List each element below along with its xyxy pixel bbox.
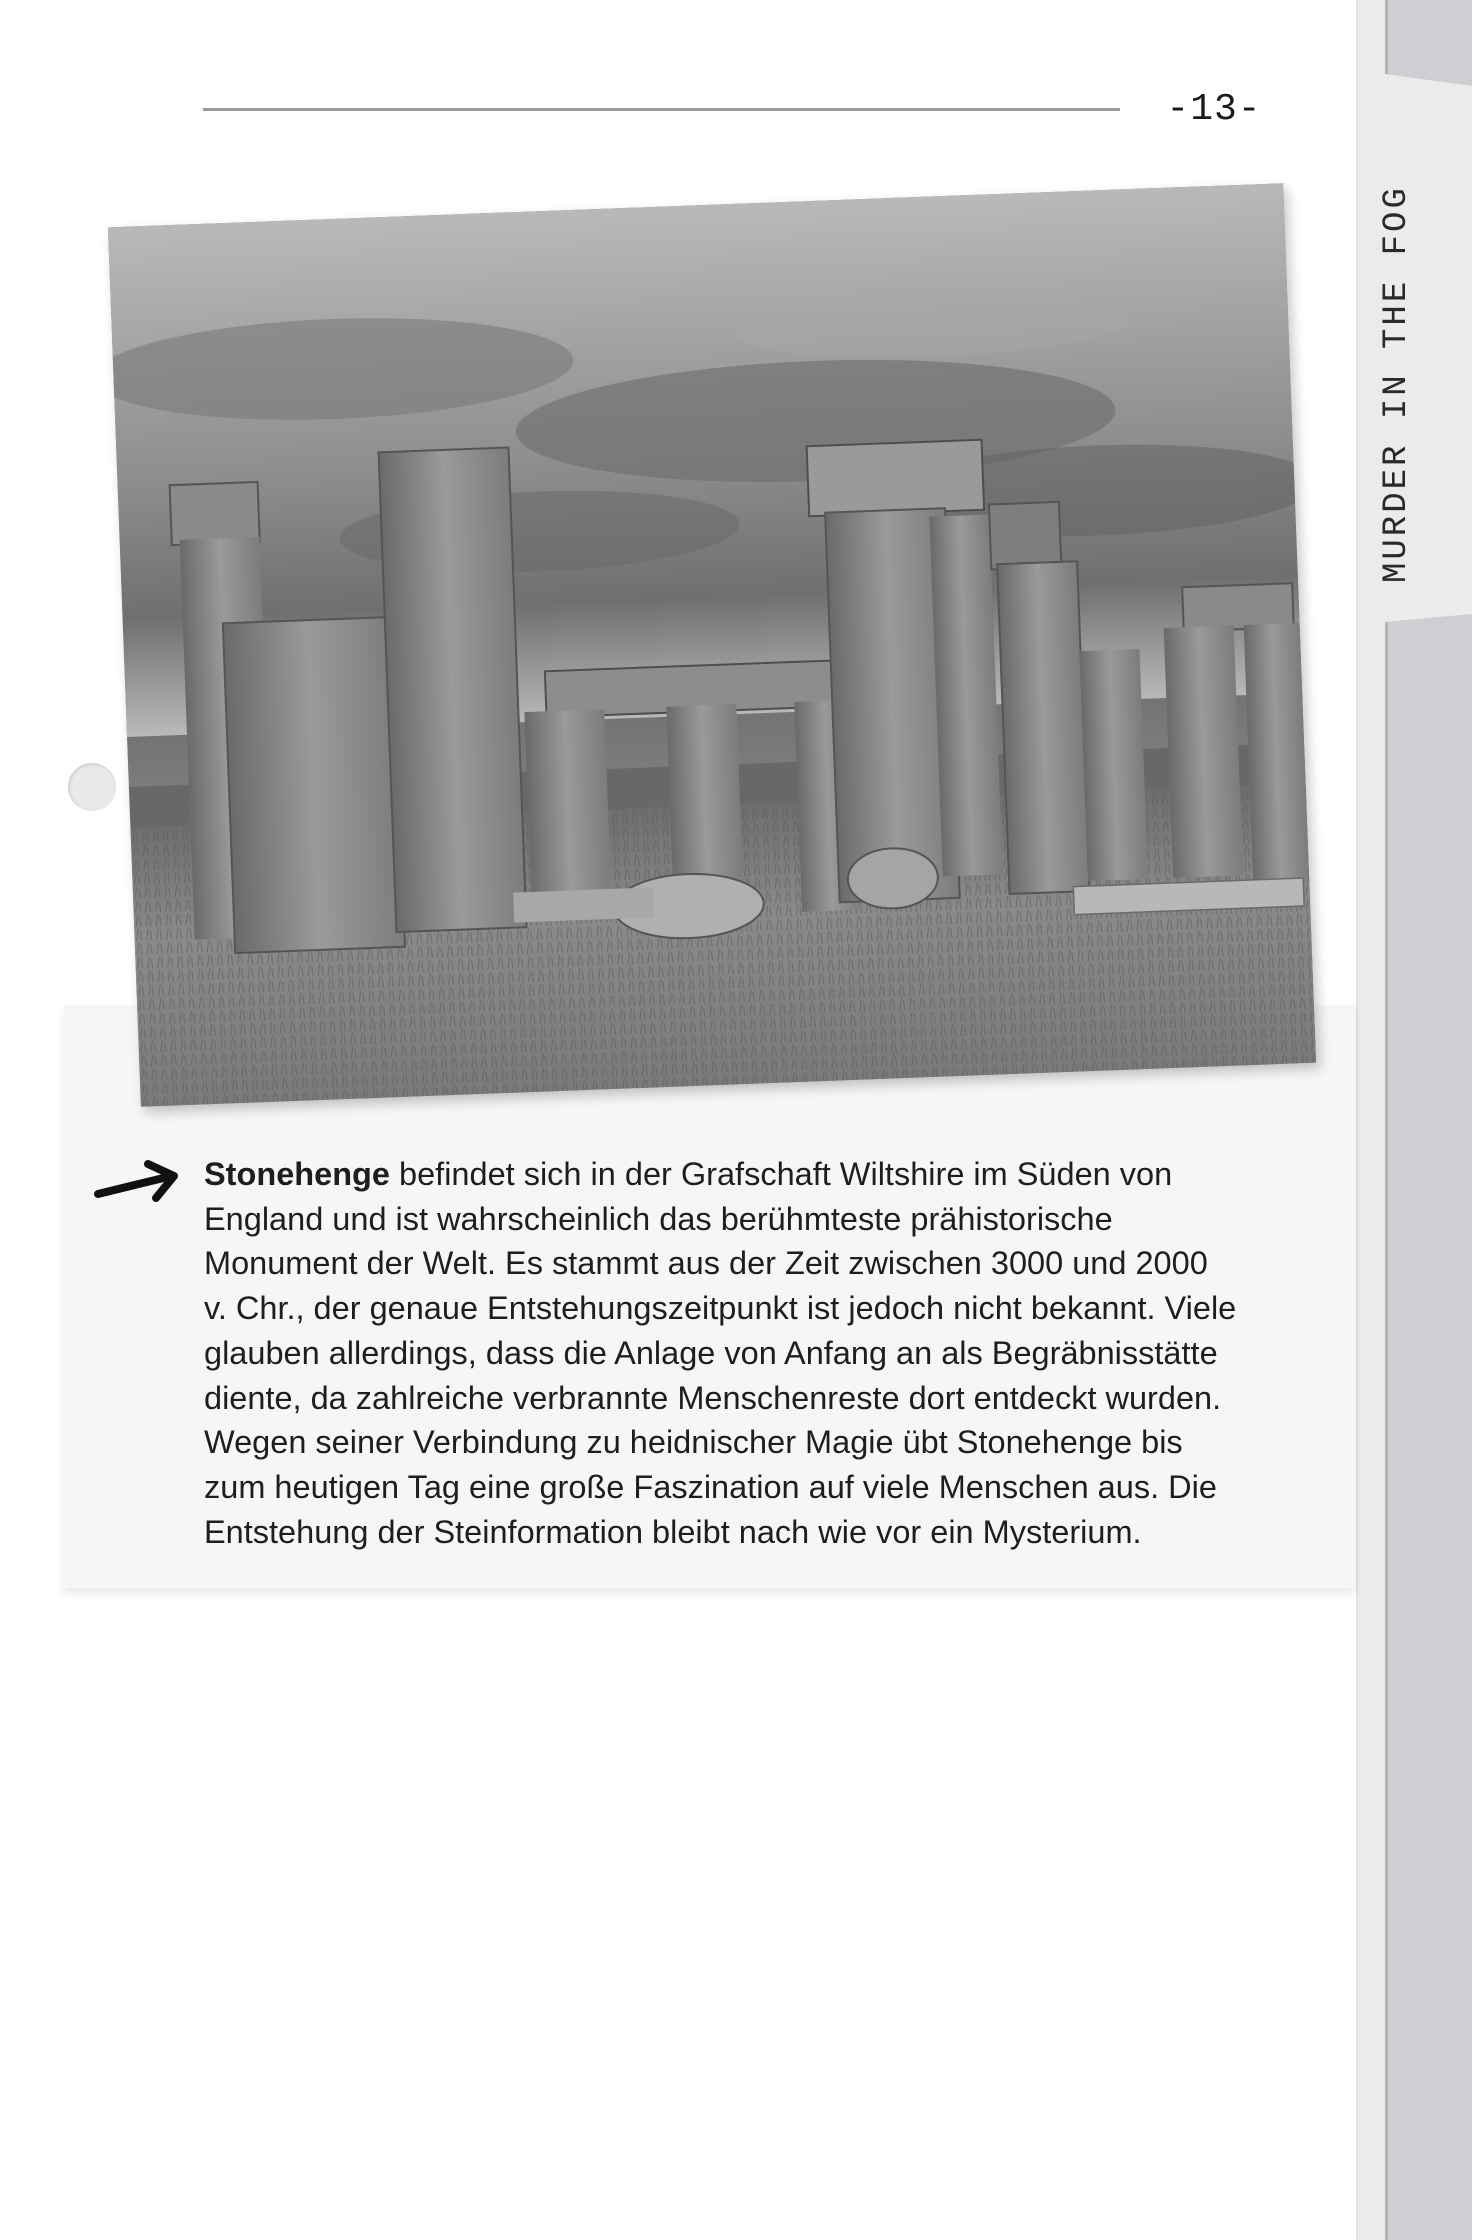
text-line: Entstehung der Steinformation bleibt nach wie vor ein Mysterium.	[204, 1513, 1142, 1550]
text-line: v. Chr., der genaue Entstehungszeitpunkt ist jedoch nicht bekannt. Viele	[204, 1290, 1237, 1327]
text-line: England und ist wahrscheinlich das berühmteste prähistorische	[204, 1200, 1113, 1237]
text-line: Monument der Welt. Es stammt aus der Zeit zwischen 3000 und 2000	[204, 1245, 1208, 1282]
side-tab-top	[1385, 0, 1472, 86]
spine-title: MURDER IN THE FOG	[1378, 185, 1416, 583]
binder-hole	[68, 763, 116, 811]
text-line: glauben allerdings, dass die Anlage von Anfang an als Begräbnisstätte	[204, 1334, 1218, 1371]
page-number: -13-	[1166, 88, 1262, 131]
info-box-text	[204, 1152, 1304, 1554]
side-tab-bottom	[1385, 614, 1472, 2240]
lead-term: Stonehenge	[204, 1156, 390, 1192]
hand-drawn-arrow-right-icon	[90, 1158, 180, 1210]
header-rule	[203, 108, 1120, 111]
text-line: Wegen seiner Verbindung zu heidnischer Magie übt Stonehenge bis	[204, 1424, 1183, 1461]
stonehenge-photo	[108, 183, 1316, 1106]
text-line: zum heutigen Tag eine große Faszination auf viele Menschen aus. Die	[204, 1468, 1217, 1505]
text-segment: befindet sich in der Grafschaft Wiltshire im Süden von	[390, 1156, 1173, 1192]
stonehenge-photo-icon	[108, 183, 1316, 1106]
text-line	[204, 1152, 1304, 1197]
text-line: diente, da zahlreiche verbrannte Menschenreste dort entdeckt wurden.	[204, 1379, 1222, 1416]
